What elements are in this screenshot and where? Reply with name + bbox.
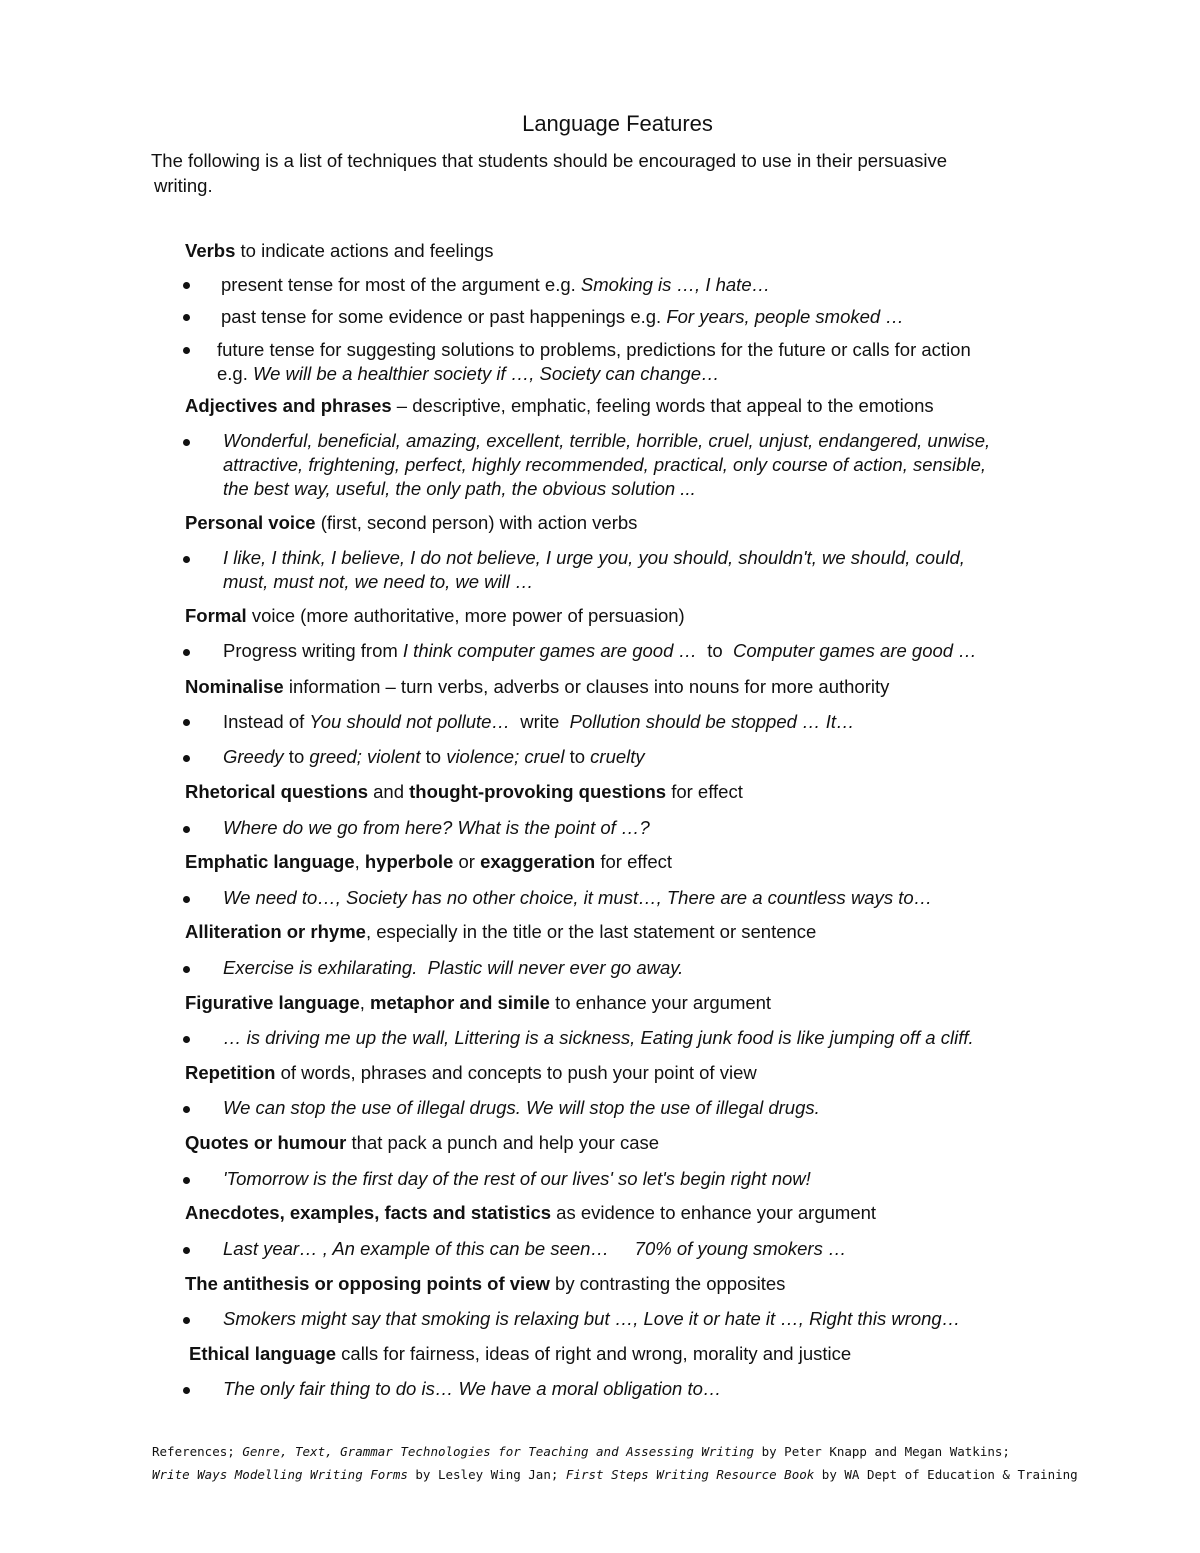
section-heading-nominalise: Nominalise information – turn verbs, adverbs or clauses into nouns for more authority	[185, 676, 890, 697]
intro-line-2: writing.	[154, 175, 213, 196]
section-heading-rhetorical: Rhetorical questions and thought-provoking questions for effect	[185, 781, 743, 802]
list-item: Wonderful, beneficial, amazing, excellent, terrible, horrible, cruel, unjust, endangered, unwise, attractive, frightening, perfect, highly recommended, practical, only course of action, sensible, the best way, useful, the only path, the obvious solution ...	[223, 430, 991, 499]
references-line-1: References; Genre, Text, Grammar Technologies for Teaching and Assessing Writing by Peter Knapp and Megan Watkins;	[152, 1444, 1010, 1459]
list-item: Greedy to greed; violent to violence; cruel to cruelty	[223, 746, 645, 767]
bullet-icon	[183, 719, 190, 726]
references-line-2: Write Ways Modelling Writing Forms by Lesley Wing Jan; First Steps Writing Resource Book by WA Dept of Education & Training	[152, 1467, 1078, 1482]
list-item: future tense for suggesting solutions to problems, predictions for the future or calls for action e.g. We will be a healthier society if …, Society can change…	[217, 339, 971, 384]
page-title: Language Features	[522, 111, 713, 136]
references	[152, 1440, 1078, 1486]
section-heading-quotes: Quotes or humour that pack a punch and help your case	[185, 1132, 660, 1153]
list-item: We can stop the use of illegal drugs. We will stop the use of illegal drugs.	[223, 1097, 820, 1118]
section-heading-ethical: Ethical language calls for fairness, ideas of right and wrong, morality and justice	[189, 1343, 852, 1364]
list-item: Progress writing from I think computer games are good … to Computer games are good …	[223, 640, 977, 661]
list-item: Last year… , An example of this can be seen… 70% of young smokers …	[223, 1238, 847, 1259]
list-item: Smokers might say that smoking is relaxing but …, Love it or hate it …, Right this wrong…	[223, 1308, 961, 1329]
section-heading-personal-voice: Personal voice (first, second person) with action verbs	[185, 512, 638, 533]
bullet-icon	[183, 282, 190, 289]
list-item: past tense for some evidence or past happenings e.g. For years, people smoked …	[221, 306, 904, 327]
bullet-icon	[183, 314, 190, 321]
bullet-icon	[183, 439, 190, 446]
bullet-icon	[183, 1177, 190, 1184]
bullet-icon	[183, 1247, 190, 1254]
bullet-icon	[183, 1106, 190, 1113]
list-item: Where do we go from here? What is the point of …?	[223, 817, 650, 838]
intro-line-1: The following is a list of techniques that students should be encouraged to use in their persuasive	[151, 150, 947, 171]
section-heading-anecdotes: Anecdotes, examples, facts and statistics as evidence to enhance your argument	[185, 1202, 877, 1223]
bullet-icon	[183, 649, 190, 656]
section-heading-repetition: Repetition of words, phrases and concepts to push your point of view	[185, 1062, 757, 1083]
section-heading-verbs: Verbs to indicate actions and feelings	[185, 240, 494, 261]
list-item: We need to…, Society has no other choice, it must…, There are a countless ways to…	[223, 887, 933, 908]
bullet-icon	[183, 966, 190, 973]
bullet-icon	[183, 755, 190, 762]
list-item: 'Tomorrow is the first day of the rest of our lives' so let's begin right now!	[223, 1168, 811, 1189]
list-item: present tense for most of the argument e.g. Smoking is …, I hate…	[221, 274, 771, 295]
intro-paragraph	[151, 148, 1051, 198]
list-item: Instead of You should not pollute… write Pollution should be stopped … It…	[223, 711, 855, 732]
bullet-icon	[183, 1387, 190, 1394]
section-heading-formal: Formal voice (more authoritative, more power of persuasion)	[185, 605, 685, 626]
list-item: … is driving me up the wall, Littering is a sickness, Eating junk food is like jumping off a cliff.	[223, 1027, 974, 1048]
bullet-icon	[183, 896, 190, 903]
bullet-icon	[183, 347, 190, 354]
bullet-icon	[183, 1317, 190, 1324]
bullet-icon	[183, 556, 190, 563]
list-item: I like, I think, I believe, I do not believe, I urge you, you should, shouldn't, we should, could, must, must not, we need to, we will …	[223, 547, 965, 592]
list-item: The only fair thing to do is… We have a moral obligation to…	[223, 1378, 722, 1399]
bullet-icon	[183, 826, 190, 833]
section-heading-adjectives: Adjectives and phrases – descriptive, emphatic, feeling words that appeal to the emotions	[185, 395, 934, 416]
section-heading-alliteration: Alliteration or rhyme, especially in the title or the last statement or sentence	[185, 921, 817, 942]
section-heading-emphatic: Emphatic language, hyperbole or exaggeration for effect	[185, 851, 673, 872]
list-item: Exercise is exhilarating. Plastic will never ever go away.	[223, 957, 684, 978]
bullet-icon	[183, 1036, 190, 1043]
section-heading-figurative: Figurative language, metaphor and simile to enhance your argument	[185, 992, 772, 1013]
section-heading-antithesis: The antithesis or opposing points of view by contrasting the opposites	[185, 1273, 786, 1294]
